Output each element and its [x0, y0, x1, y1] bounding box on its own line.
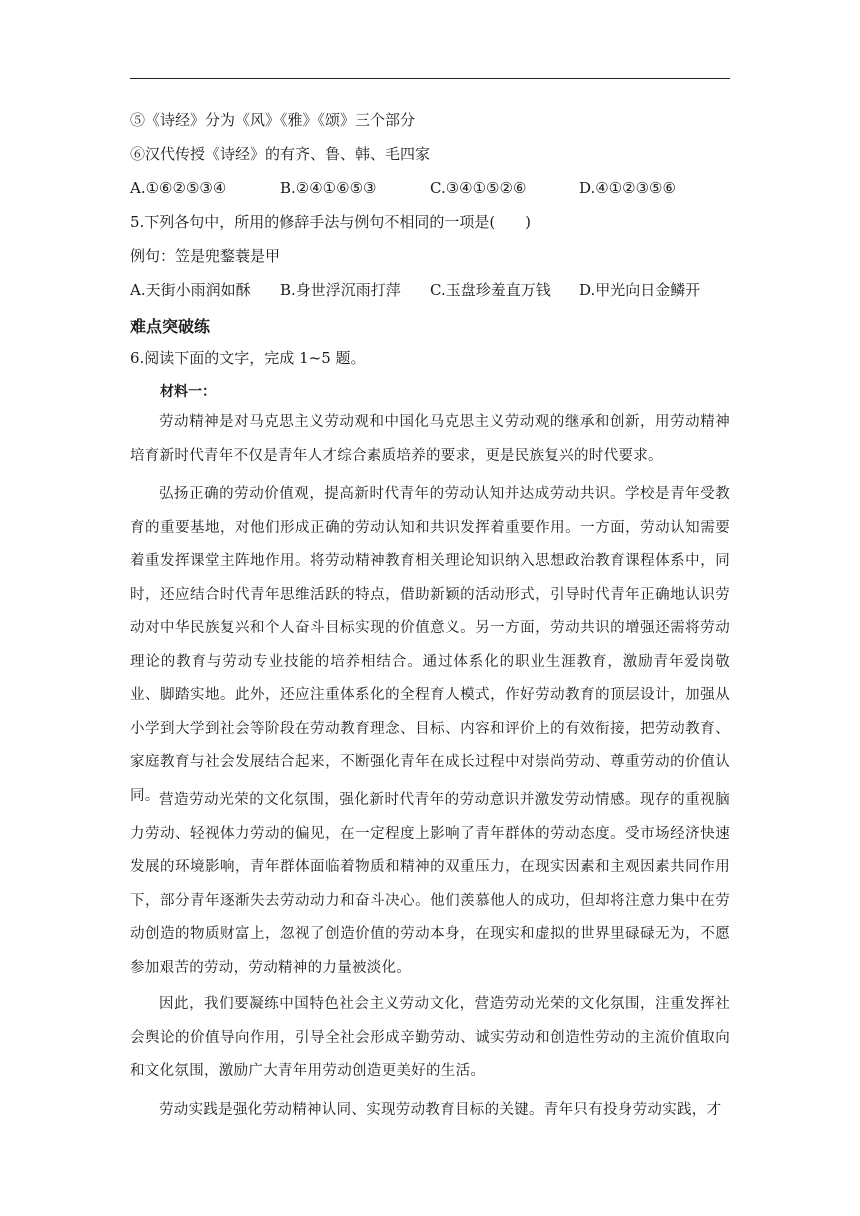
passage-paragraph: 劳动精神是对马克思主义劳动观和中国化马克思主义劳动观的继承和创新，用劳动精神培育新时代青年不仅是青年人才综合素质培养的要求，更是民族复兴的时代要求。 [130, 414, 730, 464]
section-heading: 难点突破练 [130, 317, 211, 336]
material-label: 材料一： [160, 384, 216, 400]
option-a: A.天街小雨润如酥 [130, 281, 251, 299]
option-c: C.玉盘珍羞直万钱 [430, 281, 551, 299]
list-item-5: ⑤《诗经》分为《风》《雅》《颂》三个部分 [130, 111, 416, 129]
question-5-stem: 5.下列各句中，所用的修辞手法与例句不相同的一项是( ) [130, 213, 532, 231]
passage-paragraph: 弘扬正确的劳动价值观，提高新时代青年的劳动认知并达成劳动共识。学校是青年受教育的重要基地，对他们形成正确的劳动认知和共识发挥着重要作用。一方面，劳动认知需要着重发挥课堂主阵地作用。将劳动精神教育相关理论知识纳入思想政治教育课程体系中，同时，还应结合时代青年思维活跃的特点，借助新颖的活动形式，引导时代青年正确地认识劳动对中华民族复兴和个人奋斗目标实现的价值意义。另一方面，劳动共识的增强还需将劳动理论的教育与劳动专业技能的培养相结合。通过体系化的职业生涯教育，激励青年爱岗敬业、脚踏实地。此外，还应注重体系化的全程育人模式，作好劳动教育的顶层设计，加强从小学到大学到社会等阶段在劳动教育理念、目标、内容和评价上的有效衔接，把劳动教育、家庭教育与社会发展结合起来，不断强化青年在成长过程中对崇尚劳动、尊重劳动的价值认同。 [130, 486, 730, 804]
passage-paragraph: 营造劳动光荣的文化氛围，强化新时代青年的劳动意识并激发劳动情感。现存的重视脑力劳动、轻视体力劳动的偏见，在一定程度上影响了青年群体的劳动态度。受市场经济快速发展的环境影响，青年群体面临着物质和精神的双重压力，在现实因素和主观因素共同作用下，部分青年逐渐失去劳动动力和奋斗决心。他们羡慕他人的成功，但却将注意力集中在劳动创造的物质财富上，忽视了创造价值的劳动本身，在现实和虚拟的世界里碌碌无为，不愿参加艰苦的劳动，劳动精神的力量被淡化。 [130, 792, 730, 976]
passage-paragraph: 劳动实践是强化劳动精神认同、实现劳动教育目标的关键。青年只有投身劳动实践，才 [159, 1102, 722, 1118]
header-rule [130, 78, 730, 79]
option-d: D.甲光向日金鳞开 [579, 281, 701, 299]
question-6-stem: 6.阅读下面的文字，完成 1~5 题。 [130, 349, 366, 367]
option-a: A.①⑥②⑤③④ [130, 179, 227, 197]
passage-paragraph: 因此，我们要凝练中国特色社会主义劳动文化，营造劳动光荣的文化氛围，注重发挥社会舆论的价值导向作用，引导全社会形成辛勤劳动、诚实劳动和创造性劳动的主流价值取向和文化氛围，激励广大青年用劳动创造更美好的生活。 [130, 996, 730, 1079]
option-b: B.②④①⑥⑤③ [280, 179, 377, 197]
question-5-example: 例句：笠是兜鍪蓑是甲 [130, 247, 281, 265]
option-c: C.③④①⑤②⑥ [430, 179, 527, 197]
list-item-6: ⑥汉代传授《诗经》的有齐、鲁、韩、毛四家 [130, 145, 431, 163]
option-d: D.④①②③⑤⑥ [579, 179, 676, 197]
option-b: B.身世浮沉雨打萍 [280, 281, 401, 299]
